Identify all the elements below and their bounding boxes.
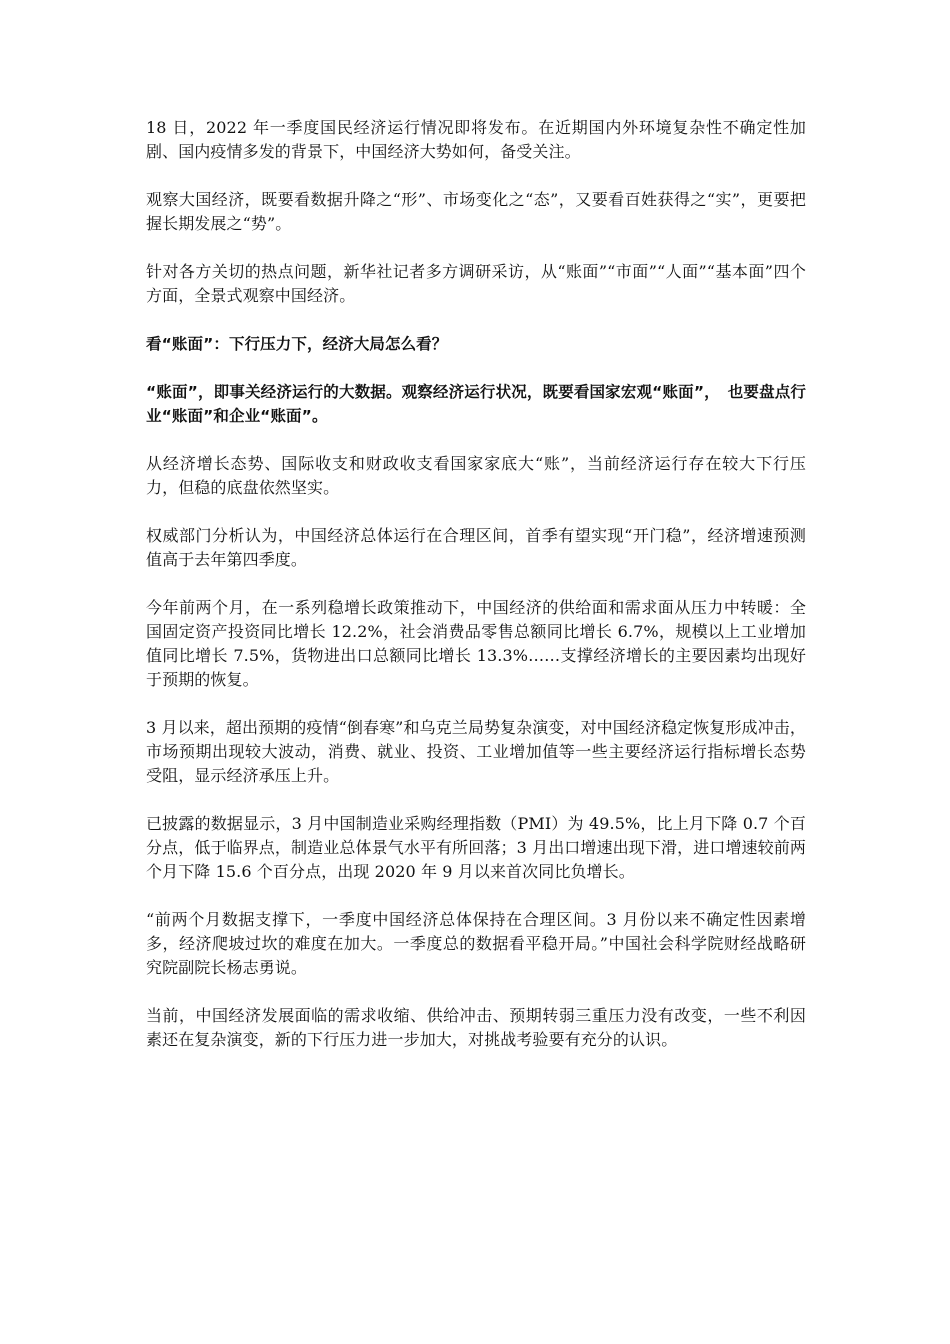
paragraph-intro: 18 日，2022 年一季度国民经济运行情况即将发布。在近期国内外环境复杂性不确定性加剧、国内疫情多发的背景下，中国经济大势如何，备受关注。	[146, 118, 806, 161]
paragraph-pmi-data: 已披露的数据显示，3 月中国制造业采购经理指数（PMI）为 49.5%，比上月下降 0.7 个百分点，低于临界点，制造业总体景气水平有所回落；3 月出口增速出现下滑，进口增速较前两个月下降 15.6 个百分点，出现 2020 年 9 月以来首次同比负增长。	[146, 814, 806, 881]
paragraph-observe: 观察大国经济，既要看数据升降之“形”、市场变化之“态”，又要看百姓获得之“实”，更要把握长期发展之“势”。	[146, 190, 806, 233]
paragraph-first-two-months: 今年前两个月，在一系列稳增长政策推动下，中国经济的供给面和需求面从压力中转暖：全国固定资产投资同比增长 12.2%，社会消费品零售总额同比增长 6.7%，规模以上工业增加值同比增长 7.5%，货物进出口总额同比增长 13.3%……支撑经济增长的主要因素均出现好于预期的恢复。	[146, 598, 806, 689]
section-lead: “账面”，即事关经济运行的大数据。观察经济运行状况，既要看国家宏观“账面”， 也要盘点行业“账面”和企业“账面”。	[146, 383, 806, 425]
paragraph-national-account: 从经济增长态势、国际收支和财政收支看国家家底大“账”，当前经济运行存在较大下行压力，但稳的底盘依然坚实。	[146, 454, 806, 497]
paragraph-march-shock: 3 月以来，超出预期的疫情“倒春寒”和乌克兰局势复杂演变，对中国经济稳定恢复形成冲击，市场预期出现较大波动，消费、就业、投资、工业增加值等一些主要经济运行指标增长态势受阻，显示经济承压上升。	[146, 718, 806, 785]
paragraph-four-aspects: 针对各方关切的热点问题，新华社记者多方调研采访，从“账面”“市面”“人面”“基本面”四个方面，全景式观察中国经济。	[146, 262, 806, 305]
paragraph-triple-pressure: 当前，中国经济发展面临的需求收缩、供给冲击、预期转弱三重压力没有改变，一些不利因素还在复杂演变，新的下行压力进一步加大，对挑战考验要有充分的认识。	[146, 1006, 806, 1049]
article-body	[146, 116, 806, 1076]
paragraph-quote: “前两个月数据支撑下，一季度中国经济总体保持在合理区间。3 月份以来不确定性因素增多，经济爬坡过坎的难度在加大。一季度总的数据看平稳开局。”中国社会科学院财经战略研究院副院长杨志勇说。	[146, 910, 806, 977]
paragraph-authority-analysis: 权威部门分析认为，中国经济总体运行在合理区间，首季有望实现“开门稳”，经济增速预测值高于去年第四季度。	[146, 526, 806, 569]
section-heading: 看“账面”：下行压力下，经济大局怎么看？	[146, 335, 448, 353]
